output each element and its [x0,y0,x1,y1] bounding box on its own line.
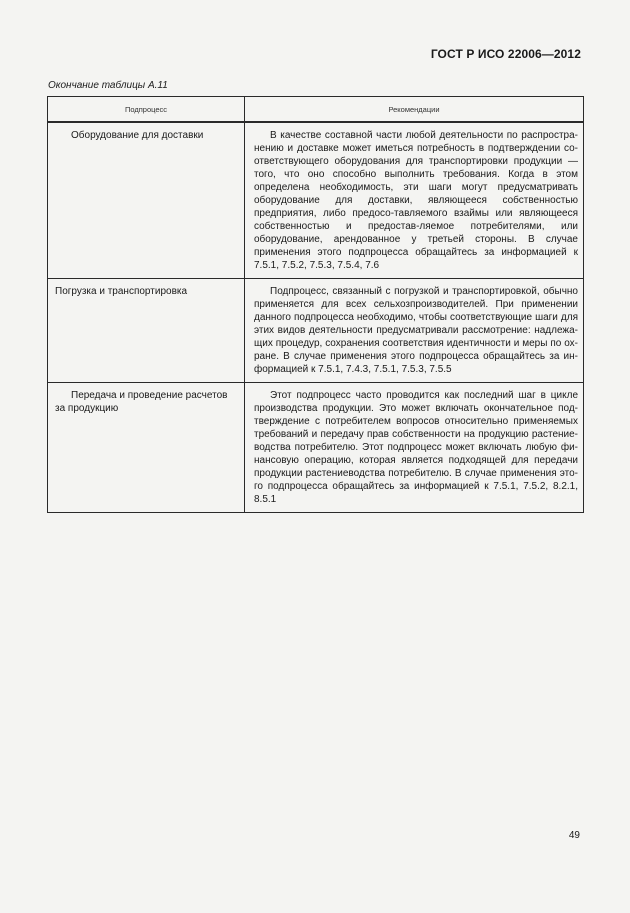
subprocess-table [47,96,584,513]
recommendation-cell [245,279,584,383]
recommendation-text: Этот подпроцесс часто проводится как последний шаг в цикле производства продукции. Это может включать окончательное под-тверждение с потребителем вопросов относительно применяемых требований и передачу прав собственности на продукцию растение-водства потребителю. Этот подпроцесс может включать любую фи-нансовую операцию, которая является подходящей для передачи продукции растениеводства потребителю. В случае применения это-го подпроцесса обращайтесь за информацией к 7.5.1, 7.5.2, 8.2.1, 8.5.1 [254,390,578,505]
recommendation-cell [245,122,584,279]
subprocess-text: Передача и проведение расчетов за продукцию [55,390,228,414]
table-row [48,383,584,513]
subprocess-text: Погрузка и транспортировка [55,286,188,297]
subprocess-cell [48,383,245,513]
table-row [48,279,584,383]
page-number: 49 [568,830,580,841]
table-caption: Окончание таблицы А.11 [48,80,168,91]
recommendation-text: В качестве составной части любой деятельности по распростра-нению и доставке может иметься потребность в подтверждении со-ответствующего оборудования для транспортировки продукции — того, что оно способно выполнить требования. Когда в этом определена необходимость, эти шаги могут предусматривать оборудование для доставки, являющееся собственностью предприятия, либо предосо-тавляемого взаймы или являющееся собственностью и предостав-ляемое потребителями, или оборудование, арендованное у третьей стороны. В случае применения этого подпроцесса обращайтесь за информацией к 7.5.1, 7.5.2, 7.5.3, 7.5.4, 7.6 [254,130,578,271]
column-header-recommendations: Рекомендации [245,97,584,123]
table-row [48,122,584,279]
standard-code-header: ГОСТ Р ИСО 22006—2012 [430,47,581,61]
subprocess-cell [48,122,245,279]
subprocess-text: Оборудование для доставки [71,130,204,141]
recommendation-text: Подпроцесс, связанный с погрузкой и транспортировкой, обычно применяется для всех сельхозпроизводителей. При применении данного подпроцесса необходимо, чтобы соответствующие шаги для этих видов деятельности предусматривали рассмотрение: надлежа-щих процедур, сохранения соответствия идентичности и меры по ох-ране. В случае применения этого подпроцесса обращайтесь за ин-формацией к 7.5.1, 7.4.3, 7.5.1, 7.5.3, 7.5.5 [254,286,578,375]
table-header-row [48,97,584,123]
subprocess-cell [48,279,245,383]
column-header-subprocess: Подпроцесс [48,97,245,123]
recommendation-cell [245,383,584,513]
